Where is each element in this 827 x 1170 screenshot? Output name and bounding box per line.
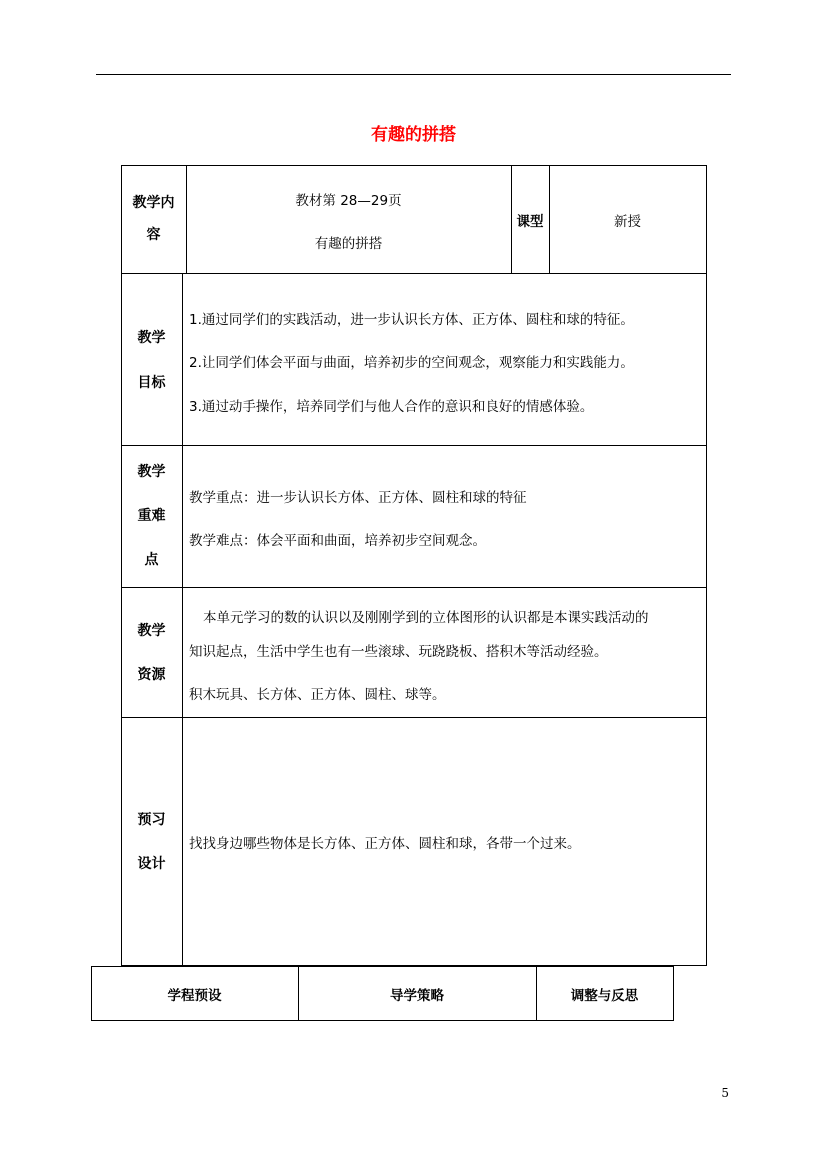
header-rule — [96, 74, 731, 75]
row-divider — [121, 587, 707, 588]
label-line: 设计 — [137, 856, 166, 872]
table-border-right — [706, 165, 707, 966]
row-label-objectives — [121, 316, 182, 406]
row-label-content — [121, 183, 186, 255]
label-line: 教学 — [137, 464, 166, 480]
table-border-right — [673, 966, 674, 1021]
table-border-bottom — [91, 1020, 674, 1021]
page-number: 5 — [721, 1086, 729, 1100]
label-line: 教学内 — [132, 195, 175, 211]
preview-task: 找找身边哪些物体是长方体、正方体、圆柱和球，各带一个过来。 — [189, 836, 581, 852]
col-divider — [182, 273, 183, 965]
objective-item: 1.通过同学们的实践活动，进一步认识长方体、正方体、圆柱和球的特征。 — [189, 312, 634, 328]
objective-item: 3.通过动手操作，培养同学们与他人合作的意识和良好的情感体验。 — [189, 399, 594, 415]
document-title: 有趣的拼搭 — [371, 125, 456, 145]
table-border-top — [91, 966, 674, 967]
row-divider — [121, 717, 707, 718]
row-divider — [121, 445, 707, 446]
row-label-preview — [121, 798, 182, 886]
textbook-pages: 教材第 28—29页 — [295, 193, 402, 209]
row-divider — [121, 273, 707, 274]
objective-item: 2.让同学们体会平面与曲面，培养初步的空间观念，观察能力和实践能力。 — [189, 355, 634, 371]
lesson-type-label: 课型 — [516, 214, 544, 230]
label-line: 重难 — [137, 508, 166, 524]
resources-text: 本单元学习的数的认识以及刚刚学到的立体图形的认识都是本课实践活动的 — [203, 610, 649, 626]
lesson-topic: 有趣的拼搭 — [314, 236, 383, 252]
label-line: 教学 — [137, 623, 166, 639]
col-divider — [186, 165, 187, 273]
resources-materials: 积木玩具、长方体、正方体、圆柱、球等。 — [189, 687, 446, 703]
key-point: 教学重点：进一步认识长方体、正方体、圆柱和球的特征 — [189, 490, 527, 506]
table-border-top — [121, 165, 707, 166]
label-line: 教学 — [137, 330, 166, 346]
row-label-resources — [121, 609, 182, 697]
label-line: 目标 — [137, 375, 166, 391]
difficult-point: 教学难点：体会平面和曲面，培养初步空间观念。 — [189, 533, 486, 549]
label-line: 点 — [144, 552, 159, 568]
column-header: 导学策略 — [390, 988, 444, 1004]
label-line: 资源 — [137, 667, 166, 683]
label-line: 预习 — [137, 812, 166, 828]
resources-text: 知识起点，生活中学生也有一些滚球、玩跷跷板、搭积木等活动经验。 — [189, 644, 608, 660]
label-line: 容 — [146, 227, 161, 243]
column-header: 学程预设 — [167, 988, 222, 1004]
row-label-key-difficult — [121, 450, 182, 582]
lesson-type-value: 新授 — [614, 214, 641, 230]
column-header: 调整与反思 — [570, 988, 639, 1004]
